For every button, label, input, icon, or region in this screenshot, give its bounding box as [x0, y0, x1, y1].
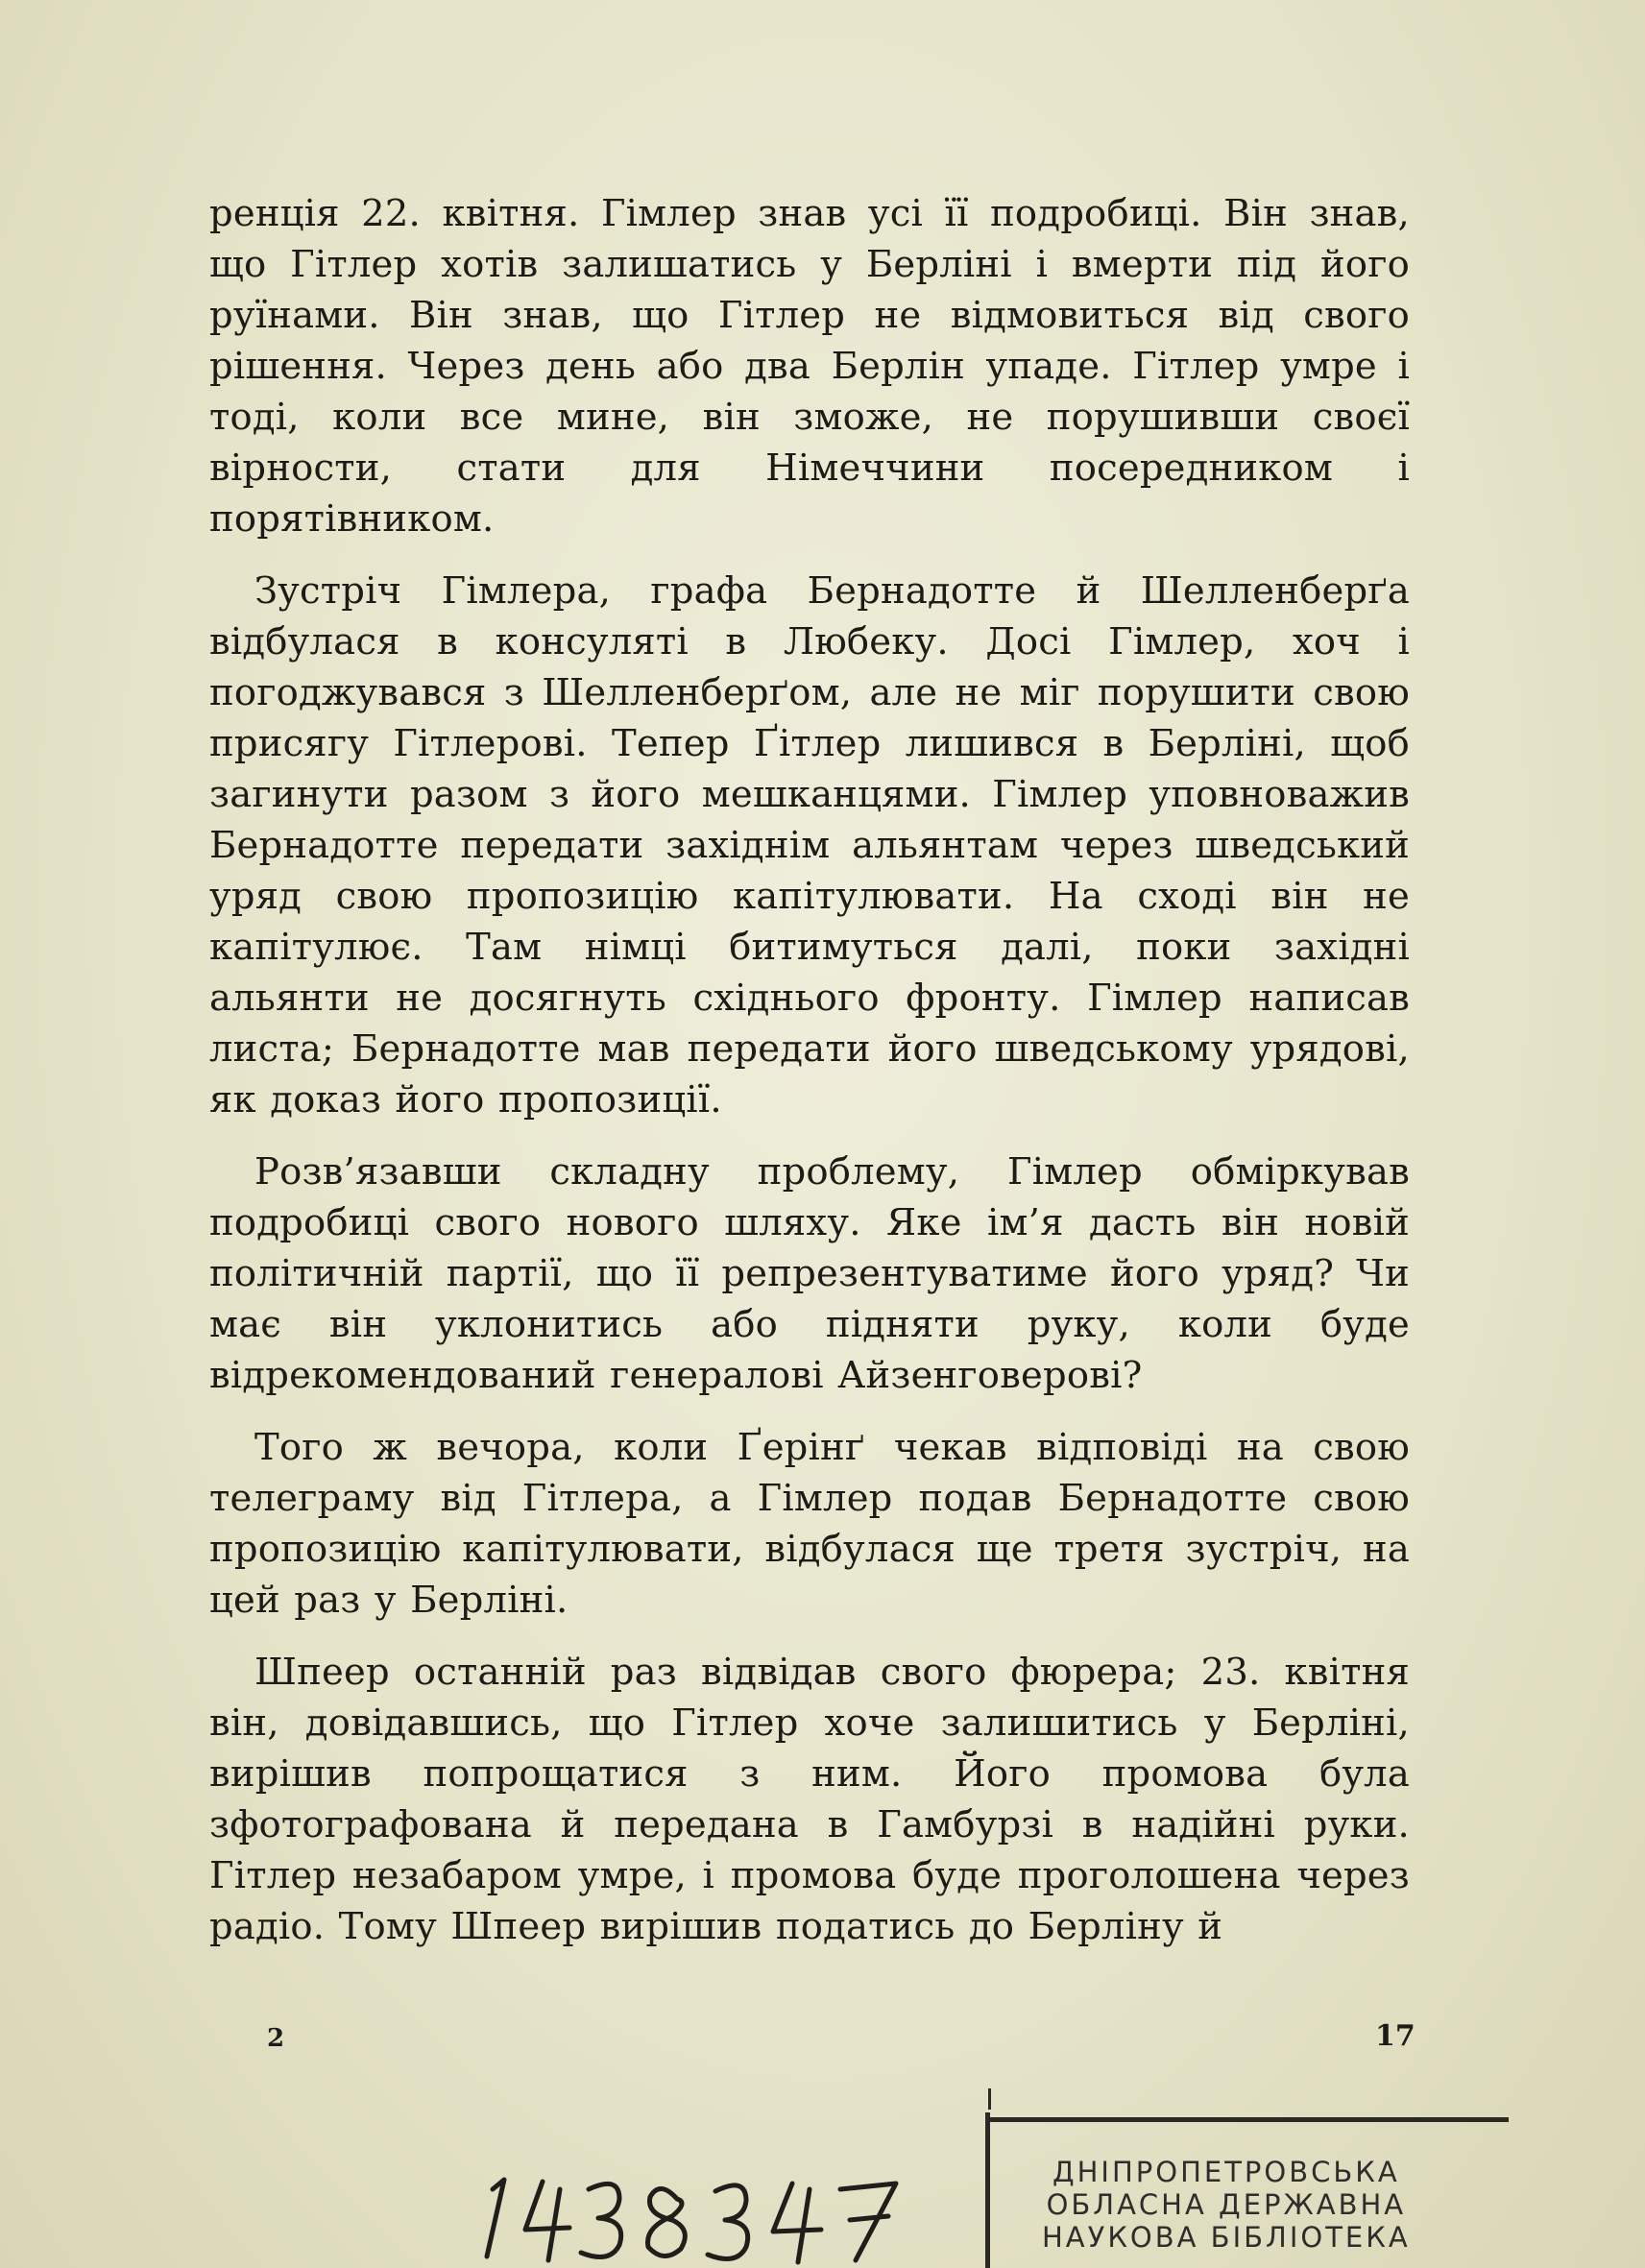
- paragraph-5: Шпеер останній раз відвідав свого фюрера; 23. квітня він, довідавшись, що Гітлер хоче залишитись у Берліні, вирішив попрощатися з ним. Його промова була зфотографована й передана в Гамбурзі в надійні руки. Гітлер незабаром умре, і промова буде проголошена через радіо. Тому Шпеер вирішив податись до Берліну й: [209, 1651, 1410, 1948]
- library-stamp: [1042, 2156, 1411, 2254]
- page-body: [209, 188, 1410, 1973]
- signature-mark: 2: [267, 2024, 285, 2053]
- page-number: 17: [1375, 2019, 1415, 2053]
- inventory-number-handwriting: [475, 2160, 936, 2266]
- paragraph-4: Того ж вечора, коли Ґерінґ чекав відповіді на свою телеграму від Гітлера, а Гімлер подав Бернадотте свою пропозицію капітулювати, відбулася ще третя зустріч, на цей раз у Берліні.: [209, 1426, 1410, 1622]
- stamp-border-vertical: [985, 2112, 990, 2268]
- paragraph-3: Розв’язавши складну проблему, Гімлер обміркував подробиці свого нового шляху. Яке ім’я дасть він новій політичній партії, що її репрезентуватиме його уряд? Чи має він уклонитись або підняти руку, коли буде відрекомендований генералові Айзенговерові?: [209, 1150, 1410, 1397]
- stamp-tick: [988, 2088, 991, 2110]
- paragraph-2: Зустріч Гімлера, графа Бернадотте й Шелленберґа відбулася в консуляті в Любеку. Досі Гімлер, хоч і погоджувався з Шелленберґом, але не міг порушити свою присягу Гітлерові. Тепер Ґітлер лишився в Берліні, щоб загинути разом з його мешканцями. Гімлер уповноважив Бернадотте передати західнім альянтам через шведський уряд свою пропозицію капітулювати. На сході він не капітулює. Там німці битимуться далі, поки західні альянти не досягнуть східнього фронту. Гімлер написав листа; Бернадотте мав передати його шведському урядові, як доказ його пропозиції.: [209, 569, 1410, 1122]
- paragraph-1: ренція 22. квітня. Гімлер знав усі її подробиці. Він знав, що Гітлер хотів залишатись у Берліні і вмерти під його руїнами. Він знав, що Гітлер не відмовиться від свого рішення. Через день або два Берлін упаде. Гітлер умре і тоді, коли все мине, він зможе, не порушивши своєї вірности, стати для Німеччини посередником і порятівником.: [209, 192, 1410, 541]
- stamp-line-2: ОБЛАСНА ДЕРЖАВНА: [1046, 2188, 1407, 2221]
- stamp-line-1: ДНІПРОПЕТРОВСЬКА: [1052, 2156, 1400, 2188]
- stamp-line-3: НАУКОВА БІБЛІОТЕКА: [1042, 2221, 1411, 2254]
- stamp-border-horizontal: [985, 2117, 1509, 2122]
